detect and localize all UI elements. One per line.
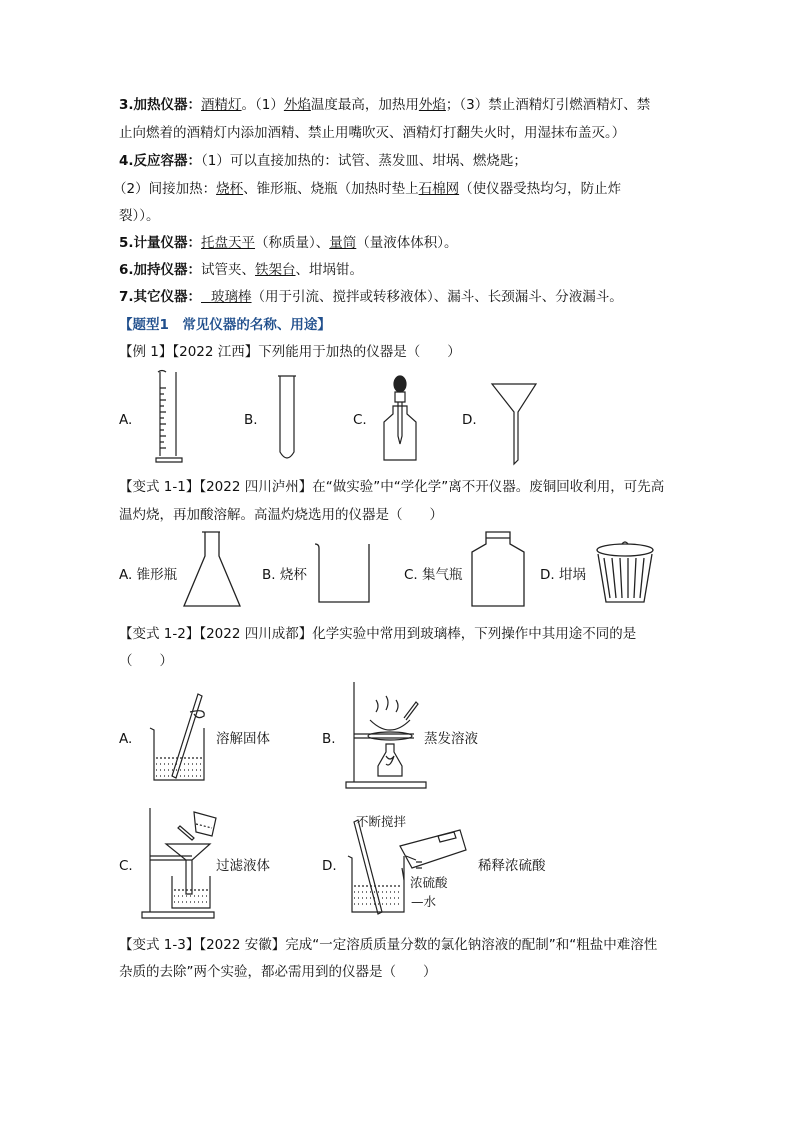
section-3-heading: 3.加热仪器：: [119, 97, 202, 113]
section-6-heading: 6.加持仪器：: [119, 262, 202, 278]
outer-flame-term-2: 外焰: [418, 97, 446, 113]
variant-1-1-stem-1: 【变式 1-1】【2022 四川泸州】在“做实验”中“学化学”离不开仪器。废铜回收利用，可先高: [119, 479, 665, 495]
test-tube-image: [274, 372, 300, 464]
v11-option-b[interactable]: B. 烧杯: [262, 567, 307, 583]
asbestos-net-term: 石棉网: [418, 181, 460, 197]
v12-d-note-stir: 不断搅拌: [356, 814, 407, 829]
section-5-line: [119, 234, 458, 252]
v12-option-c[interactable]: C.: [119, 858, 133, 874]
text-span: （量液体体积）。: [356, 235, 458, 251]
variant-1-3-stem-2: 杂质的去除”两个实验，都必需用到的仪器是（ ）: [119, 964, 437, 980]
variant-1-1-stem-2: 温灼烧，再加酸溶解。高温灼烧选用的仪器是（ ）: [119, 507, 443, 523]
section-3-line-2: 止向燃着的酒精灯内添加酒精、禁止用嘴吹灭、酒精灯打翻失火时，用湿抹布盖灭。）: [119, 125, 626, 141]
text-span: （1）可以直接加热的：试管、蒸发皿、坩埚、燃烧匙；: [201, 153, 527, 169]
blank-underline: [201, 289, 211, 303]
v12-option-a-label: 溶解固体: [216, 731, 270, 747]
variant-1-2-stem-2: （ ）: [119, 653, 173, 669]
text-span: （用于引流、搅拌或转移液体）、漏斗、长颈漏斗、分液漏斗。: [251, 289, 623, 305]
dissolving-solid-image: [148, 688, 214, 784]
section-4-line-1: [119, 152, 527, 170]
alcohol-lamp-term: 酒精灯: [201, 97, 242, 113]
crucible-image: [592, 538, 658, 608]
measuring-cylinder-image: [150, 368, 190, 464]
gas-jar-image: [466, 528, 530, 610]
section-3-line-1: [119, 96, 650, 114]
ex1-option-a[interactable]: A.: [119, 412, 133, 428]
section-4-line-3: 裂））。: [119, 208, 160, 224]
water-label: 水: [423, 894, 437, 909]
cylinder-term: 量筒: [329, 235, 357, 251]
topic-heading: 【题型1 常见仪器的名称、用途】: [119, 317, 331, 333]
v12-option-d-label: 稀释浓硫酸: [478, 858, 546, 874]
v12-d-note-acid: 浓硫酸: [410, 875, 448, 890]
v12-option-b[interactable]: B.: [322, 731, 336, 747]
example-1-stem: 【例 1】【2022 江西】下列能用于加热的仪器是（ ）: [119, 344, 461, 360]
text-span: 、坩埚钳。: [295, 262, 364, 278]
text-span: 试管夹、: [201, 262, 256, 278]
v11-option-c[interactable]: C. 集气瓶: [404, 567, 463, 583]
text-span: （2）间接加热：: [113, 181, 217, 197]
v11-option-d[interactable]: D. 坩埚: [540, 567, 586, 583]
filtration-setup-image: [138, 804, 222, 920]
v12-option-a[interactable]: A.: [119, 731, 133, 747]
beaker-image: [313, 540, 375, 606]
ex1-option-b[interactable]: B.: [244, 412, 258, 428]
v11-option-a[interactable]: A. 锥形瓶: [119, 567, 178, 583]
ex1-option-c[interactable]: C.: [353, 412, 367, 428]
section-5-heading: 5.计量仪器：: [119, 235, 202, 251]
section-6-line: [119, 261, 363, 279]
v12-option-c-label: 过滤液体: [216, 858, 270, 874]
evaporation-setup-image: [342, 678, 428, 790]
v12-d-note-water: —水: [411, 894, 437, 909]
funnel-image: [490, 380, 538, 466]
balance-term: 托盘天平: [201, 235, 256, 251]
outer-flame-term: 外焰: [283, 97, 311, 113]
text-span: 温度最高，加热用: [310, 97, 419, 113]
section-7-heading: 7.其它仪器：: [119, 289, 202, 305]
ex1-option-d[interactable]: D.: [462, 412, 477, 428]
iron-stand-term: 铁架台: [255, 262, 296, 278]
v12-option-d[interactable]: D.: [322, 858, 337, 874]
section-7-line: [119, 288, 623, 306]
conical-flask-image: [180, 528, 244, 610]
glass-rod-term: 玻璃棒: [211, 289, 252, 305]
text-span: （使仪器受热均匀，防止炸: [459, 181, 622, 197]
section-4-heading: 4.反应容器：: [119, 153, 202, 169]
dropper-bottle-image: [380, 374, 420, 464]
text-span: ；（3）禁止酒精灯引燃酒精灯、禁: [445, 97, 651, 113]
text-span: 。（1）: [241, 97, 284, 113]
variant-1-3-stem-1: 【变式 1-3】【2022 安徽】完成“一定溶质质量分数的氯化钠溶液的配制”和“粗盐中难溶性: [119, 937, 658, 953]
text-span: 、锥形瓶、烧瓶（加热时垫上: [243, 181, 419, 197]
v12-option-b-label: 蒸发溶液: [424, 731, 478, 747]
text-span: （称质量）、: [255, 235, 330, 251]
beaker-term: 烧杯: [216, 181, 244, 197]
variant-1-2-stem-1: 【变式 1-2】【2022 四川成都】化学实验中常用到玻璃棒，下列操作中其用途不同的是: [119, 626, 637, 642]
section-4-line-2: [113, 180, 621, 198]
